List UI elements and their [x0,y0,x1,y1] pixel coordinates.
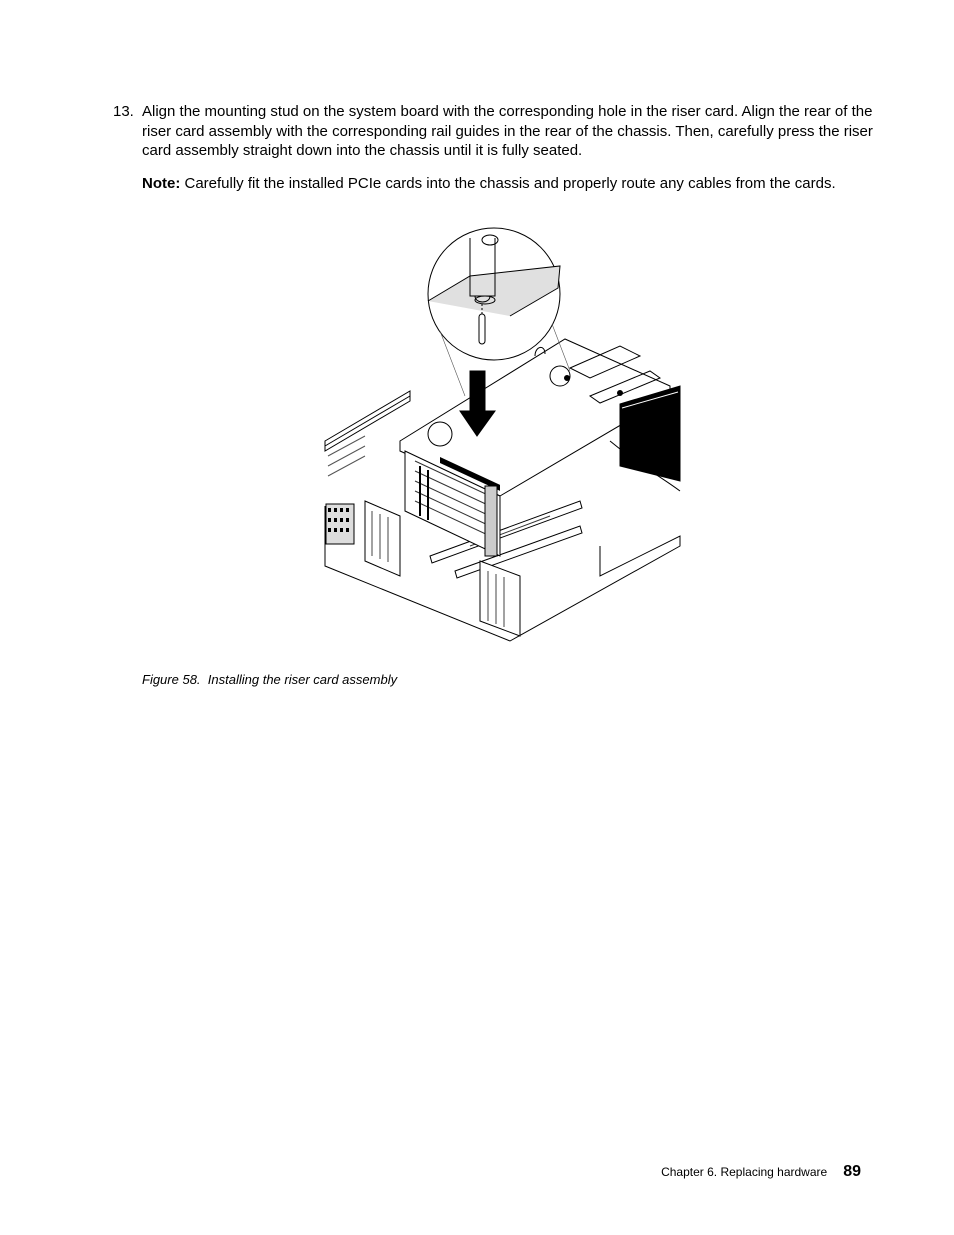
step-13 [113,102,873,161]
step-number: 13. [113,103,134,120]
page-footer [661,1163,861,1181]
note-text: Carefully fit the installed PCIe cards into the chassis and properly route any cables from the cards. [184,175,836,192]
note [142,174,882,194]
figure-caption-label: Figure 58. [142,672,201,687]
figure-caption [142,672,397,687]
footer-chapter: Chapter 6. Replacing hardware [661,1165,828,1179]
step-text: Align the mounting stud on the system board with the corresponding hole in the riser card. Align the rear of the riser card assembly with the corresponding rail guides in the rear of the chassis. Then, carefully press the riser card assembly straight down into the chassis until it is fully seated. [142,103,873,159]
page-number: 89 [843,1163,861,1180]
riser-card-installation-illustration [320,226,682,646]
note-label: Note: [142,175,181,192]
figure-caption-text: Installing the riser card assembly [207,672,398,687]
